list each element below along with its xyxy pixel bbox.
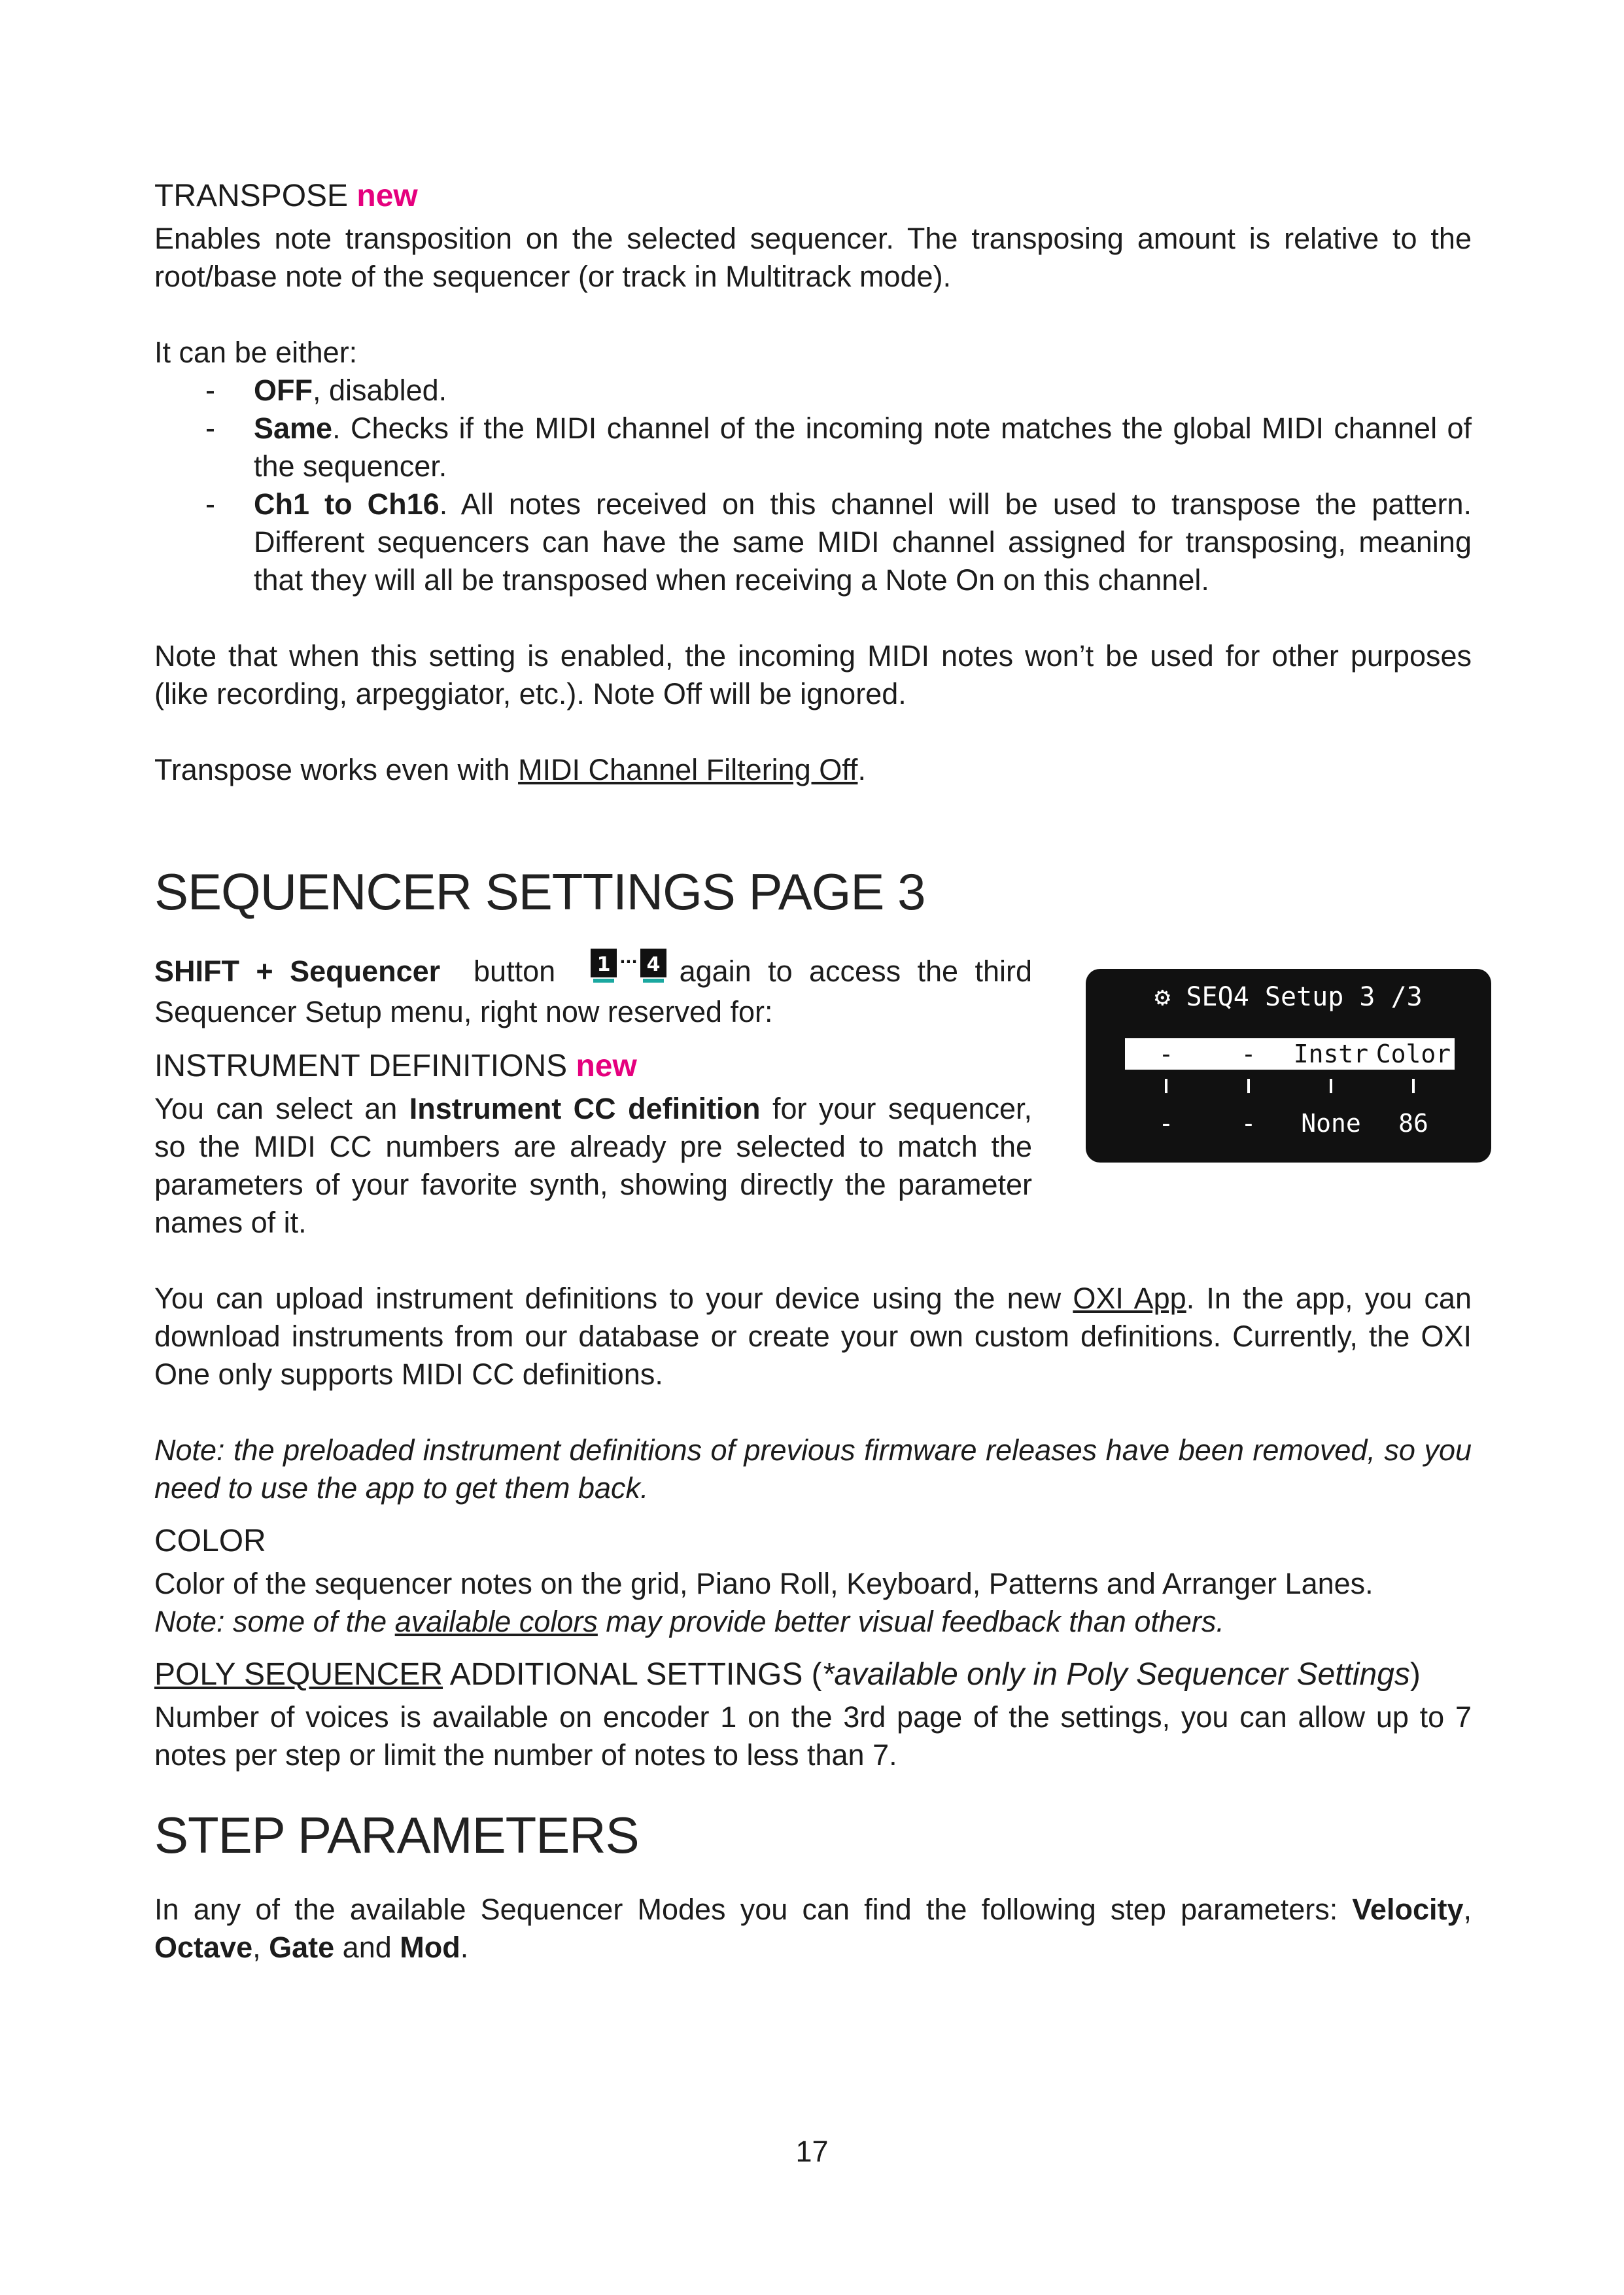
step-parameters-text: In any of the available Sequencer Modes you can find the following step parameters: Velocity, Octave, Gate and Mod. [154, 1893, 1472, 1964]
poly-heading: POLY SEQUENCER ADDITIONAL SETTINGS (*available only in Poly Sequencer Settings) [154, 1657, 1421, 1692]
list-item: - OFF, disabled. [205, 374, 447, 407]
screen-tick [1330, 1079, 1332, 1093]
screen-cell: None [1301, 1109, 1361, 1138]
poly-sequencer-link[interactable]: POLY SEQUENCER [154, 1657, 443, 1692]
instrument-note: Note: the preloaded instrument definitions of previous firmware releases have been removed, so you need to use the app to get them back. [154, 1433, 1472, 1505]
page-number: 17 [795, 2135, 829, 2168]
screen-selected-row [1125, 1038, 1455, 1070]
midi-channel-filtering-link[interactable]: MIDI Channel Filtering Off [518, 753, 858, 786]
color-heading: COLOR [154, 1524, 266, 1558]
screen-tick [1412, 1079, 1415, 1093]
instrument-heading: INSTRUMENT DEFINITIONS new [154, 1049, 637, 1083]
screen-tick [1165, 1079, 1167, 1093]
transpose-options-list [154, 372, 1472, 599]
screen-cell: - [1158, 1109, 1174, 1138]
transpose-note: Note that when this setting is enabled, the incoming MIDI notes won’t be used for other purposes (like recording, arpeggiator, etc.). Note Off will be ignored. [154, 639, 1472, 710]
svg-text:1: 1 [596, 953, 611, 976]
instrument-paragraph-1: You can select an Instrument CC definition for your sequencer, so the MIDI CC numbers are already pre selected to match the parameters of your favorite synth, showing directly the parameter names of it. [154, 1092, 1032, 1239]
sequencer-buttons-icon [589, 947, 668, 993]
transpose-heading: TRANSPOSE new [154, 179, 418, 213]
transpose-works: Transpose works even with MIDI Channel Filtering Off. [154, 753, 866, 786]
screen-cell: Color [1375, 1040, 1451, 1068]
new-badge: new [356, 179, 418, 213]
poly-text: Number of voices is available on encoder 1 on the 3rd page of the settings, you can allow up to 7 notes per step or limit the number of notes to less than 7. [154, 1700, 1472, 1772]
list-item: - Same. Checks if the MIDI channel of the incoming note matches the global MIDI channel of the sequencer. [205, 412, 1472, 483]
screen-title: ⚙ SEQ4 Setup 3 /3 [1154, 982, 1423, 1012]
page3-heading: SEQUENCER SETTINGS PAGE 3 [154, 863, 925, 920]
device-screen [1086, 969, 1491, 1163]
gear-icon: ⚙ [1154, 982, 1171, 1012]
list-item: - Ch1 to Ch16. All notes received on this channel will be used to transpose the pattern. Different sequencers can have the same MIDI channel assigned for transposing, meaning that they will all be transposed when receiving a Note On on this channel. [205, 487, 1472, 597]
screen-cell: - [1241, 1040, 1256, 1068]
svg-text:4: 4 [646, 953, 661, 976]
svg-text:···: ··· [619, 953, 638, 971]
shift-instruction: SHIFT + Sequencer button 1 ··· 4 again to access the third Sequencer Setup menu, right now reserved for: [154, 947, 1032, 1031]
step-parameters-heading: STEP PARAMETERS [154, 1806, 639, 1864]
transpose-either: It can be either: [154, 336, 358, 369]
available-colors-link[interactable]: available colors [394, 1605, 598, 1638]
screen-cell: - [1241, 1109, 1256, 1138]
color-text: Color of the sequencer notes on the grid, Piano Roll, Keyboard, Patterns and Arranger Lanes. [154, 1567, 1373, 1600]
screen-cell: - [1158, 1040, 1174, 1068]
oxi-app-link[interactable]: OXI App [1073, 1282, 1186, 1315]
instrument-paragraph-2: You can upload instrument definitions to your device using the new OXI App. In the app, you can download instruments from our database or create your own custom definitions. Currently, the OXI One only supports MIDI CC definitions. [154, 1282, 1472, 1391]
new-badge: new [576, 1049, 637, 1083]
color-note: Note: some of the available colors may provide better visual feedback than others. [154, 1605, 1224, 1638]
screen-tick [1247, 1079, 1250, 1093]
screen-cell: 86 [1398, 1109, 1428, 1138]
screen-cell: Instr [1293, 1040, 1369, 1068]
transpose-intro: Enables note transposition on the selected sequencer. The transposing amount is relative to the root/base note of the sequencer (or track in Multitrack mode). [154, 222, 1472, 293]
